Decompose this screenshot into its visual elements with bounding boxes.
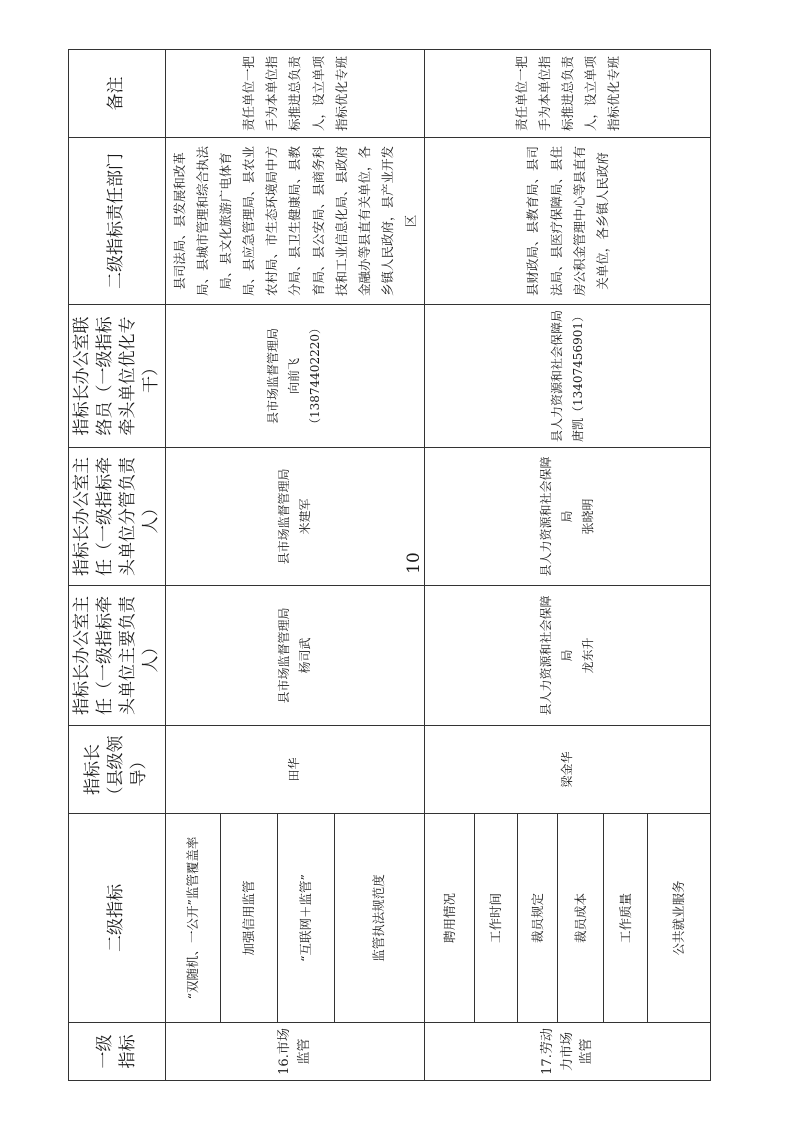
header-director-main: 指标长办公室主任（一级指标牵头单位主要负责人） (69, 586, 166, 726)
level2-cell: “双随机、一公开”监管覆盖率 (165, 814, 220, 1023)
level1-cell: 17.劳动力市场监管 (425, 1023, 711, 1081)
leader-cell: 田华 (165, 726, 424, 814)
director-main-unit: 县人力资源和社会保障局 (539, 595, 575, 716)
note-cell: 责任单位一把手为本单位指标推进总负责人，设立单项指标优化专班 (425, 50, 711, 138)
level2-cell: “互联网＋监管” (277, 814, 334, 1023)
director-sub-unit: 县人力资源和社会保障局 (539, 456, 575, 577)
header-leader: 指标长（县级领导） (69, 726, 166, 814)
liaison-person: 向前飞（13874402220） (287, 322, 323, 430)
leader-cell: 梁金华 (425, 726, 711, 814)
level2-cell: 裁员成本 (558, 814, 604, 1023)
liaison-cell (425, 305, 711, 448)
dept-cell: 县司法局、县发展和改革局、县城市管理和综合执法局、县文化旅游广电体育局、县应急管理局、县农业农村局、市生态环境局中方分局、县卫生健康局、县教育局、县公安局、县商务科技和工业信息化局、县政府金融办等县直有关单位，各乡镇人民政府，县产业开发区 (165, 138, 424, 305)
director-sub-unit: 县市场监督管理局 (276, 468, 291, 565)
level2-cell: 监管执法规范度 (334, 814, 424, 1023)
director-main-person: 杨司武 (297, 637, 312, 674)
header-note: 备注 (69, 50, 166, 138)
director-sub-person: 张晓明 (581, 498, 596, 535)
director-main-cell (425, 586, 711, 726)
liaison-cell (165, 305, 424, 448)
liaison-unit: 县市场监督管理局 (266, 328, 281, 425)
level2-cell: 裁员规定 (518, 814, 558, 1023)
director-main-cell (165, 586, 424, 726)
dept-cell: 县财政局、县教育局、县司法局、县医疗保障局、县住房公积金管理中心等县直有关单位，各乡镇人民政府 (425, 138, 711, 305)
note-cell: 责任单位一把手为本单位指标推进总负责人，设立单项指标优化专班 (165, 50, 424, 138)
header-row (69, 50, 166, 1081)
level2-cell: 聘用情况 (425, 814, 475, 1023)
level1-cell: 16.市场监管 (165, 1023, 424, 1081)
liaison-person: 唐凯（13407456901） (570, 310, 585, 442)
header-director-sub: 指标长办公室主任（一级指标牵头单位分管负责人） (69, 448, 166, 586)
level2-cell: 公共就业服务 (648, 814, 711, 1023)
level2-cell: 工作质量 (604, 814, 648, 1023)
table-rotation-wrapper (68, 50, 687, 1081)
director-main-unit: 县市场监督管理局 (276, 607, 291, 704)
level2-cell: 加强信用监管 (220, 814, 277, 1023)
header-dept: 二级指标责任部门 (69, 138, 166, 305)
liaison-unit: 县人力资源和社会保障局 (549, 310, 564, 443)
page-number: 10 (404, 552, 424, 574)
director-sub-person: 米建军 (297, 498, 312, 535)
header-level2: 二级指标 (69, 814, 166, 1023)
header-level1: 一级指标 (69, 1023, 166, 1081)
director-main-person: 龙东升 (581, 637, 596, 674)
header-liaison: 指标长办公室联络员（一级指标牵头单位优化专干） (69, 305, 166, 448)
level2-cell: 工作时间 (475, 814, 518, 1023)
director-sub-cell (425, 448, 711, 586)
table-row (165, 50, 220, 1081)
